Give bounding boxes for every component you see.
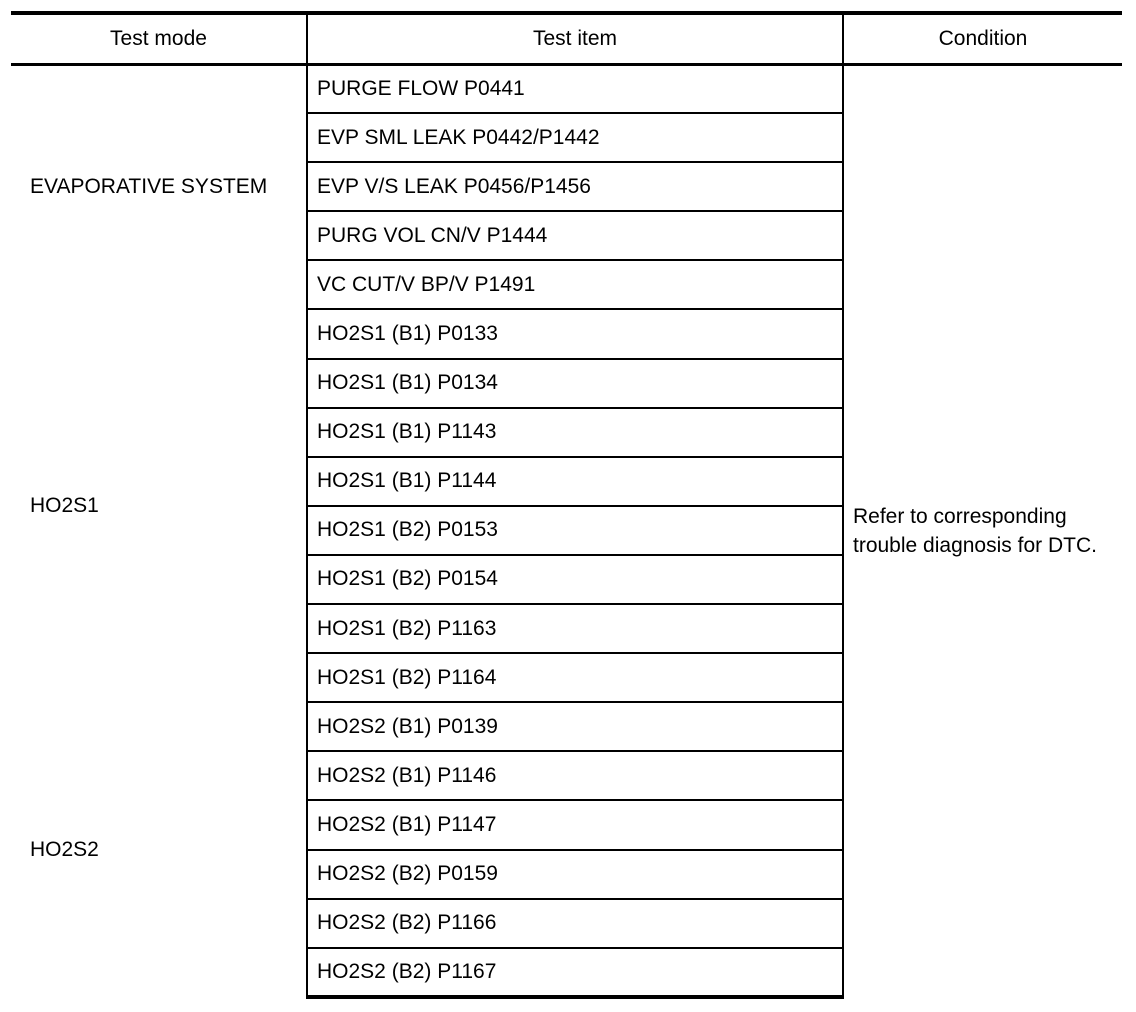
test-item-cell: HO2S2 (B2) P1166 (307, 899, 843, 948)
test-mode-cell: HO2S1 (30, 493, 99, 517)
header-condition: Condition (843, 13, 1122, 64)
test-item-cell: HO2S2 (B1) P1146 (307, 751, 843, 800)
test-item-cell: HO2S1 (B2) P1163 (307, 604, 843, 653)
test-item-cell: PURGE FLOW P0441 (307, 64, 843, 113)
test-table (11, 11, 1122, 999)
test-item-cell: EVP V/S LEAK P0456/P1456 (307, 162, 843, 211)
test-item-cell: HO2S2 (B1) P1147 (307, 800, 843, 849)
header-test-item: Test item (307, 13, 843, 64)
test-mode-cell: EVAPORATIVE SYSTEM (30, 175, 268, 199)
header-test-mode: Test mode (11, 13, 307, 64)
test-item-cell: VC CUT/V BP/V P1491 (307, 260, 843, 309)
test-item-cell: HO2S1 (B1) P0134 (307, 359, 843, 408)
test-item-cell: HO2S2 (B1) P0139 (307, 702, 843, 751)
test-item-cell: HO2S1 (B1) P1143 (307, 408, 843, 457)
test-item-cell: HO2S1 (B1) P1144 (307, 457, 843, 506)
test-item-cell: HO2S2 (B2) P0159 (307, 850, 843, 899)
test-item-cell: HO2S1 (B1) P0133 (307, 309, 843, 358)
test-item-cell: HO2S1 (B2) P0153 (307, 506, 843, 555)
test-item-cell: HO2S2 (B2) P1167 (307, 948, 843, 997)
table-row (11, 64, 1122, 113)
condition-cell: Refer to corresponding trouble diagnosis for DTC. (843, 64, 1122, 997)
header-row (11, 13, 1122, 64)
test-item-cell: EVP SML LEAK P0442/P1442 (307, 113, 843, 162)
test-mode-cell: HO2S2 (30, 837, 99, 861)
test-item-cell: HO2S1 (B2) P0154 (307, 555, 843, 604)
test-item-cell: HO2S1 (B2) P1164 (307, 653, 843, 702)
test-item-cell: PURG VOL CN/V P1444 (307, 211, 843, 260)
